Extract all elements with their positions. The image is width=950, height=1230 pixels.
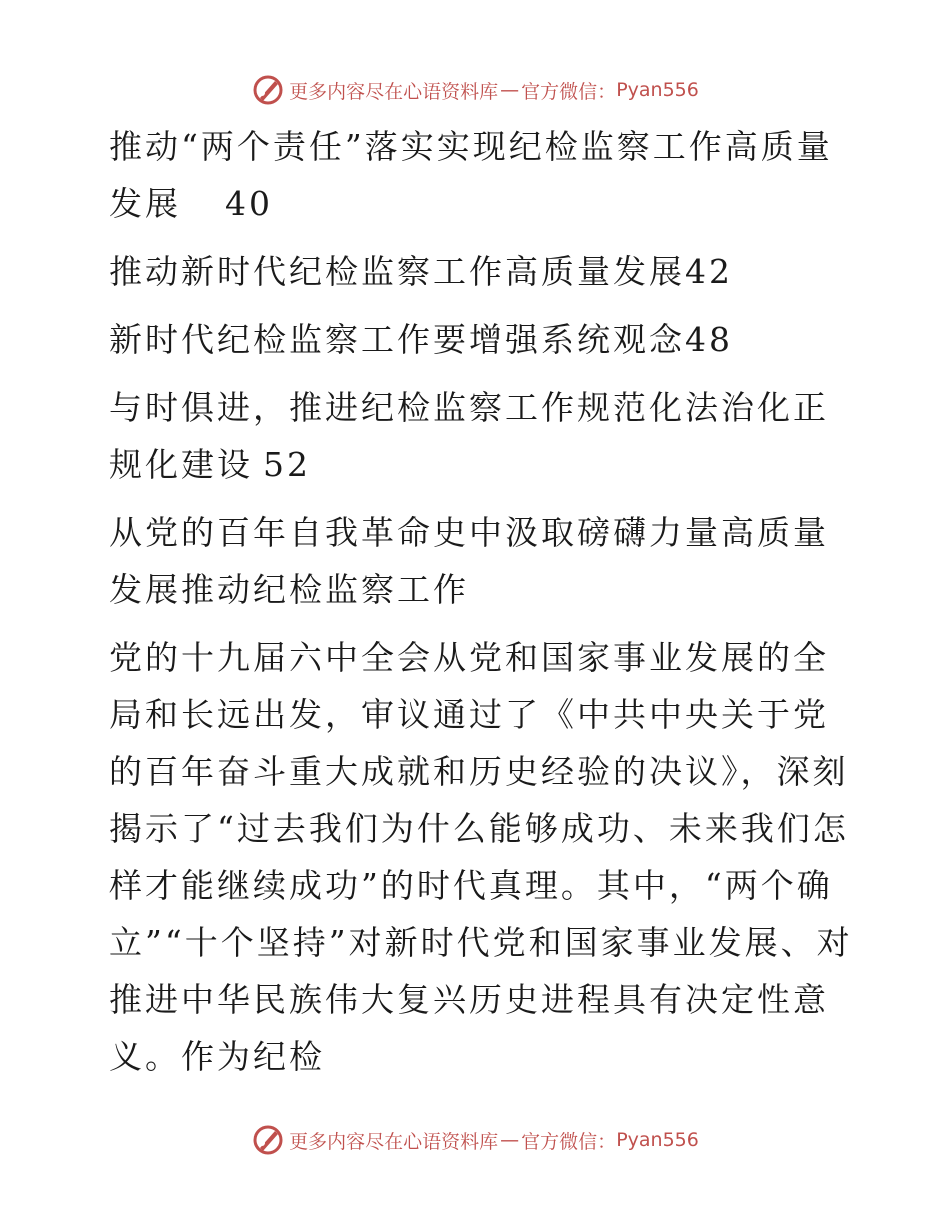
- banner-wechat-id: Pyan556: [616, 1129, 699, 1151]
- banner-wechat-label: 官方微信：: [521, 80, 617, 103]
- pen-logo-icon: [251, 1123, 285, 1157]
- article-paragraph: 党的十九届六中全会从党和国家事业发展的全局和长远出发，审议通过了《中共中央关于党的百年奋斗重大成就和历史经验的决议》，深刻揭示了“过去我们为什么能够成功、未来我们怎样才能继续成功”的时代真理。其中，“两个确立”“十个坚持”对新时代党和国家事业发展、对推进中华民族伟大复兴历史进程具有决定性意义。作为纪检: [109, 638, 853, 1076]
- banner-wechat-label: 官方微信：: [521, 1130, 617, 1153]
- document-body: [97, 118, 857, 1085]
- toc-item[interactable]: 推动新时代纪检监察工作高质量发展42: [109, 252, 733, 291]
- header-banner: [0, 70, 950, 110]
- article-heading: 从党的百年自我革命史中汲取磅礴力量高质量发展推动纪检监察工作: [109, 513, 829, 609]
- banner-text: 更多内容尽在心语资料库: [289, 1130, 499, 1153]
- banner-separator: —: [500, 79, 520, 101]
- toc-page-number: 40: [225, 184, 273, 223]
- toc-item[interactable]: 与时俱进，推进纪检监察工作规范化法治化正规化建设 52: [109, 388, 829, 484]
- toc-page-number: 48: [685, 320, 733, 359]
- toc-page-number: 42: [685, 252, 733, 291]
- banner-text: 更多内容尽在心语资料库: [289, 80, 499, 103]
- toc-item[interactable]: 新时代纪检监察工作要增强系统观念48: [109, 320, 733, 359]
- footer-banner: [0, 1120, 950, 1160]
- pen-logo-icon: [251, 73, 285, 107]
- toc-item[interactable]: 推动“两个责任”落实实现纪检监察工作高质量发展 40: [109, 127, 833, 223]
- banner-separator: —: [500, 1129, 520, 1151]
- toc-page-number: 52: [263, 445, 311, 484]
- banner-wechat-id: Pyan556: [616, 79, 699, 101]
